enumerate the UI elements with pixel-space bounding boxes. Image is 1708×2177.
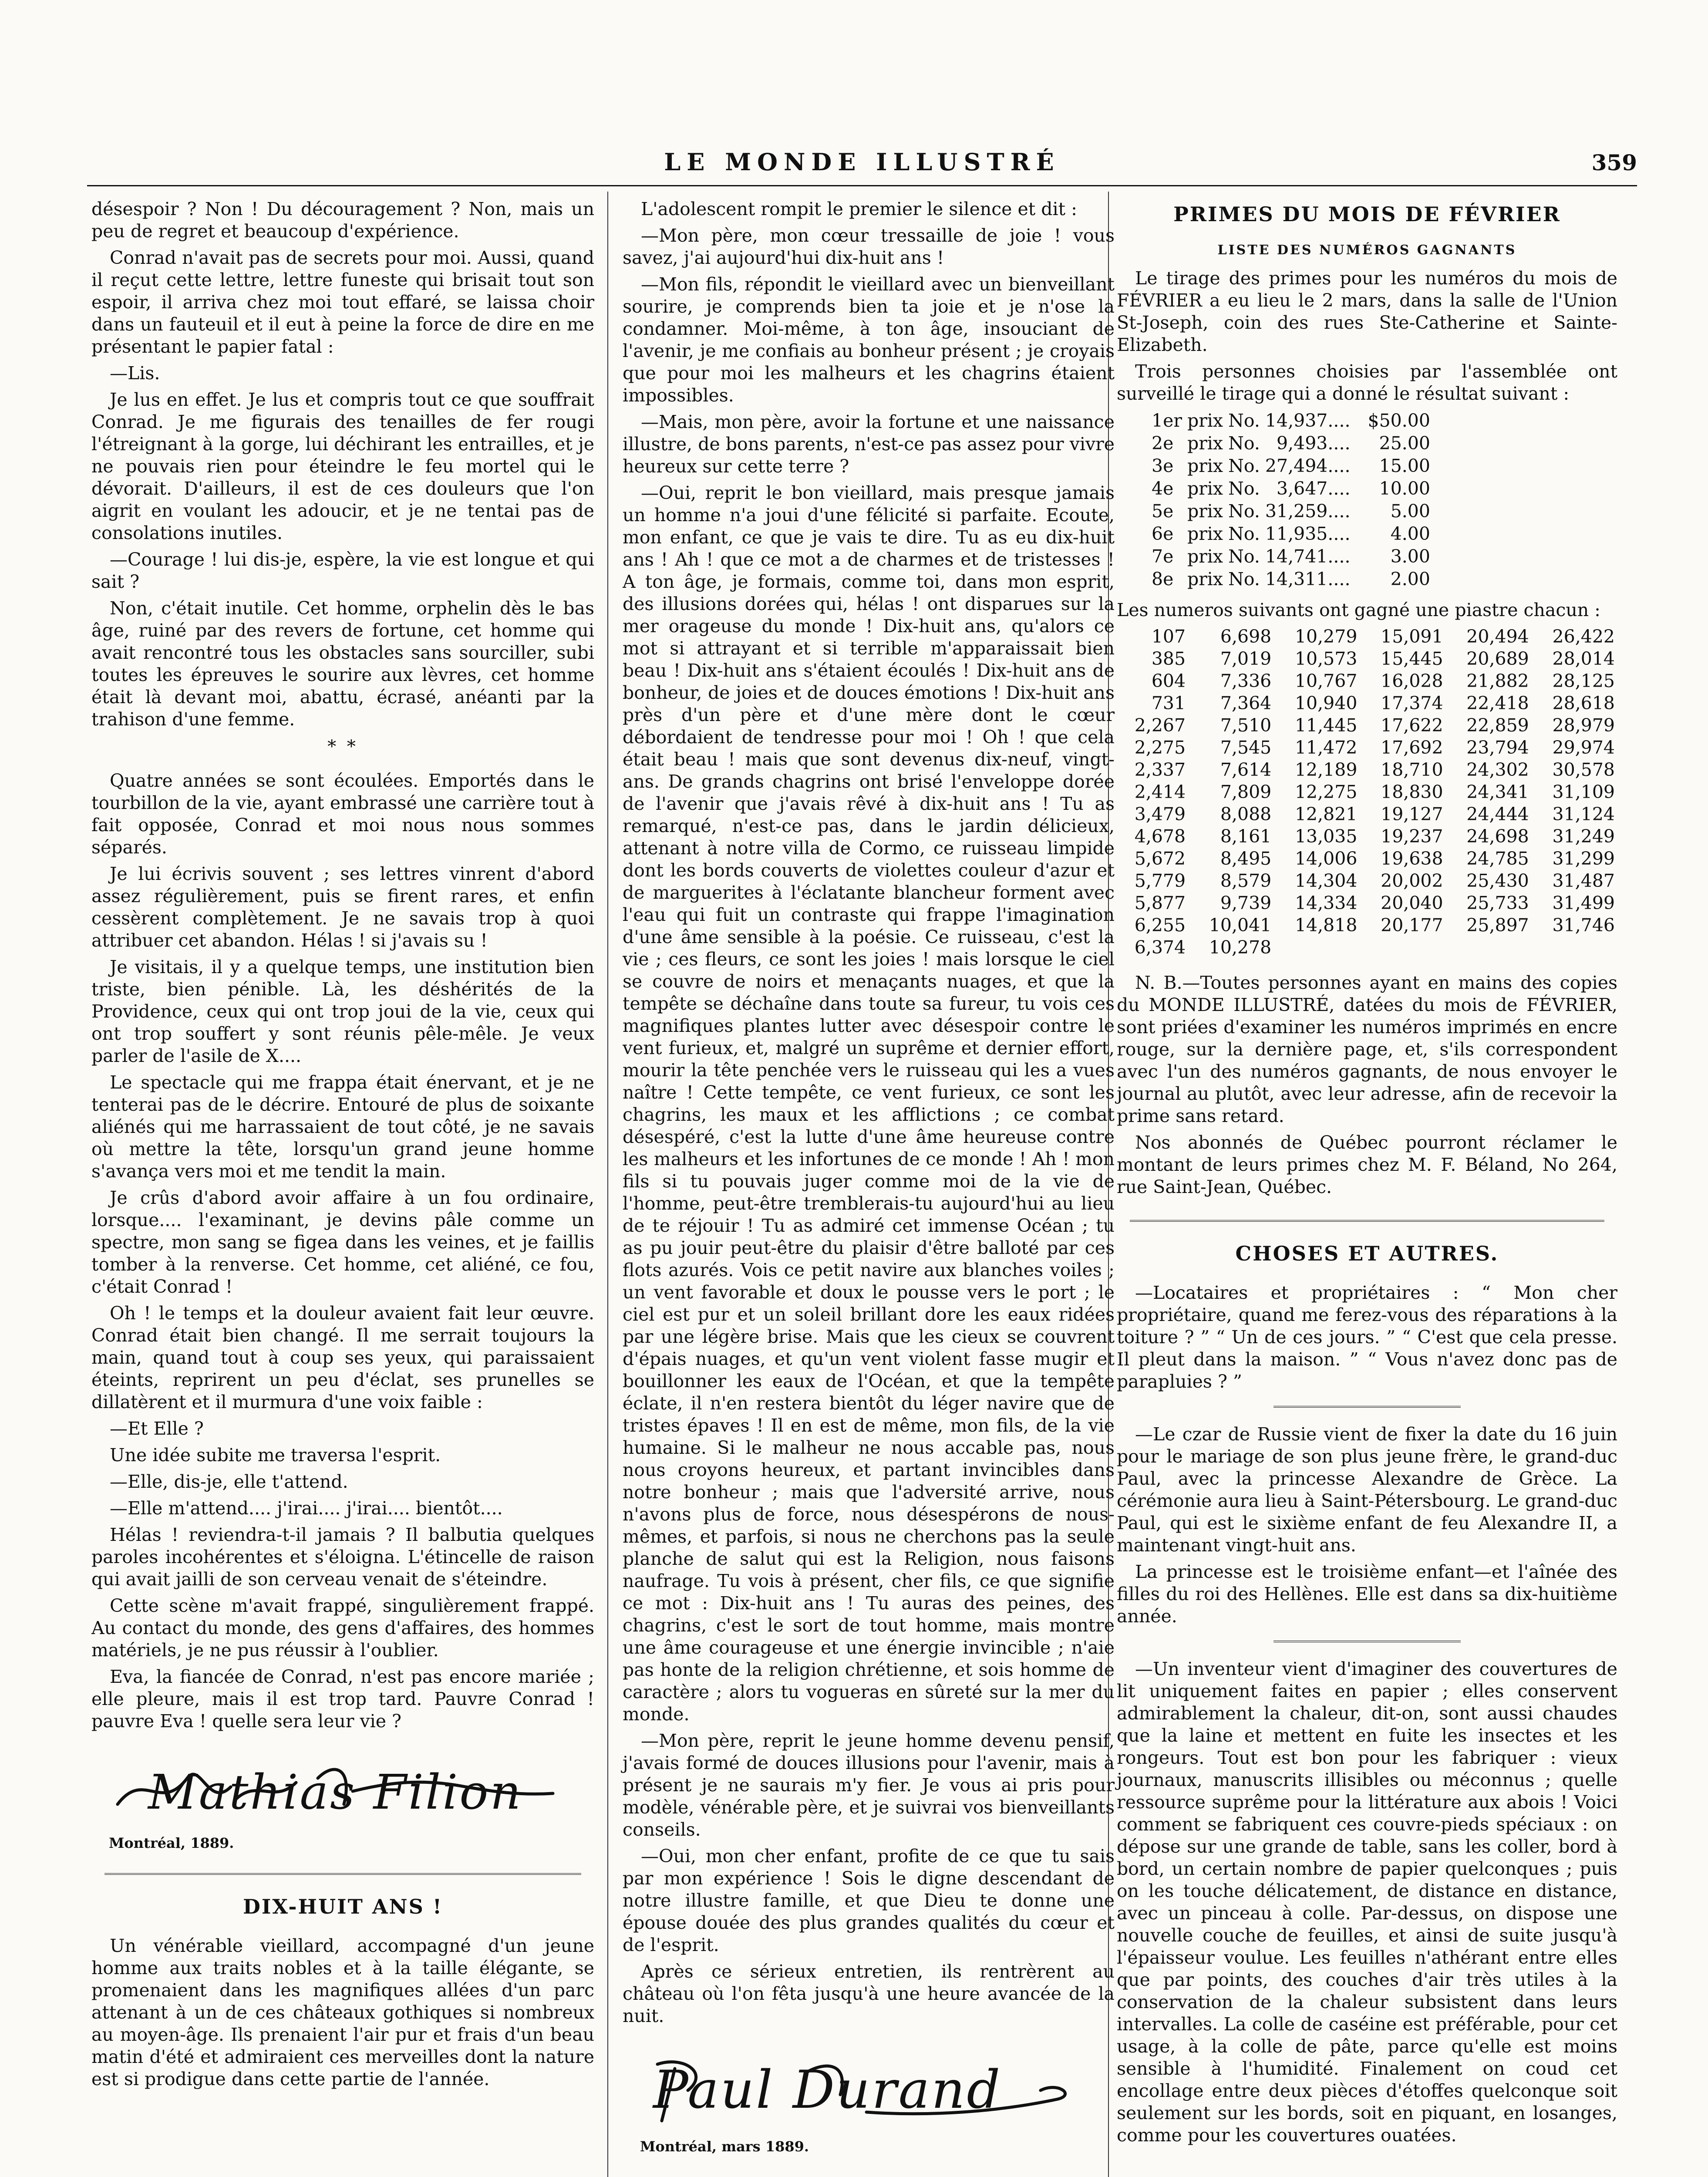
prize-row (1152, 545, 1435, 568)
winning-number-cell: 7,364 (1220, 693, 1272, 714)
prize-cell: 3.00 (1390, 546, 1430, 567)
prize-row (1152, 477, 1435, 500)
winning-number-cell: 28,125 (1552, 671, 1615, 691)
prize-cell: No. (1228, 410, 1260, 431)
winning-number-cell: 10,940 (1294, 693, 1358, 714)
paragraph: Oh ! le temps et la douleur avaient fait leur œuvre. Conrad était bien changé. Il me serrait toujours la main, quand tout à coup ses yeux, qui paraissaient éteints, reprirent un peu d'éclat, ses prunelles se dillatèrent et il murmura d'une voix faible : (91, 1303, 594, 1412)
winning-number-cell: 8,579 (1220, 870, 1272, 891)
prize-cell: 15.00 (1379, 455, 1430, 476)
winning-number-cell: 604 (1151, 671, 1186, 691)
item-rule (1273, 1406, 1461, 1410)
winning-number-cell: 23,794 (1466, 737, 1529, 758)
winning-number-cell: 19,127 (1381, 804, 1443, 825)
prize-row (1152, 568, 1435, 590)
numbers-row (1117, 781, 1617, 803)
paragraph: Je visitais, il y a quelque temps, une institution bien triste, bien pénible. Là, les déshérités de la Providence, ceux qui ont trop joui de la vie, ceux qui ont trop souffert y sont réunis pêle-mêle. Je veux parler de l'asile de X.... (91, 957, 594, 1066)
prize-cell: No. (1228, 501, 1260, 522)
header-rule (87, 185, 1637, 186)
winning-number-cell: 14,334 (1294, 893, 1358, 913)
winning-number-cell: 385 (1151, 648, 1186, 669)
column-3 (1117, 198, 1617, 2151)
winning-number-cell: 25,430 (1466, 870, 1529, 891)
paragraph: désespoir ? Non ! Du découragement ? Non, mais un peu de regret et beaucoup d'expérience. (91, 199, 594, 242)
winning-number-cell: 12,275 (1294, 782, 1358, 802)
dateline: Montréal, mars 1889. (640, 2138, 809, 2155)
winning-number-cell: 7,510 (1220, 715, 1272, 736)
winning-number-cell: 15,445 (1381, 648, 1443, 669)
prize-table (1152, 409, 1435, 590)
winning-number-cell: 20,494 (1466, 626, 1529, 647)
winning-number-cell: 19,237 (1381, 826, 1443, 847)
winning-number-cell: 19,638 (1381, 848, 1443, 869)
winning-number-cell: 24,302 (1466, 759, 1529, 780)
winning-number-cell: 7,809 (1220, 782, 1272, 802)
prize-cell: 9,493.... (1277, 433, 1351, 454)
prize-cell: prix (1187, 455, 1223, 476)
winning-number-cell: 14,006 (1294, 848, 1358, 869)
numbers-row (1117, 937, 1617, 959)
winning-number-cell: 31,499 (1552, 893, 1615, 913)
numbers-row (1117, 714, 1617, 737)
prize-cell: 6e (1152, 523, 1174, 544)
prize-cell: 14,741.... (1265, 546, 1351, 567)
winning-number-cell (1274, 937, 1360, 959)
prize-cell: 31,259.... (1265, 501, 1351, 522)
prize-cell: No. (1228, 433, 1260, 454)
paragraph: —Le czar de Russie vient de fixer la date du 16 juin pour le mariage de son plus jeune frère, le grand-duc Paul, avec la princesse Alexandre de Grèce. La cérémonie aura lieu à Saint-Pétersbourg. Le grand-duc Paul, qui est le sixième enfant de feu Alexandre II, a maintenant vingt-huit ans. (1117, 1424, 1617, 1556)
author-signature (91, 1752, 594, 1826)
prize-cell: 25.00 (1379, 433, 1430, 454)
paragraph: Après ce sérieux entretien, ils rentrèrent au château où l'on fêta jusqu'à une heure avancée de la nuit. (623, 1961, 1115, 2026)
winning-number-cell: 24,444 (1466, 804, 1529, 825)
paragraph: Quatre années se sont écoulées. Emportés dans le tourbillon de la vie, ayant embrassé une carrière tout à fait opposée, Conrad et moi nous nous sommes séparés. (91, 770, 594, 858)
winning-number-cell: 22,418 (1466, 693, 1529, 714)
prize-cell: No. (1228, 455, 1260, 476)
winning-number-cell: 5,877 (1134, 893, 1186, 913)
winning-number-cell: 3,479 (1134, 804, 1186, 825)
section-break-stars: * * (327, 737, 358, 757)
paragraph: Une idée subite me traversa l'esprit. (110, 1445, 441, 1466)
winning-number-cell: 10,279 (1294, 626, 1358, 647)
numbers-row (1117, 826, 1617, 848)
winning-number-cell: 6,255 (1134, 915, 1186, 936)
dateline: Montréal, 1889. (109, 1835, 234, 1851)
paragraph: —Et Elle ? (110, 1418, 204, 1439)
winning-number-cell: 107 (1151, 626, 1186, 647)
paragraph: Je crûs d'abord avoir affaire à un fou ordinaire, lorsque.... l'examinant, je devins pâle comme un spectre, mon sang se figea dans les veines, et je faillis tomber à la renverse. Cet homme, cet aliéné, ce fou, c'était Conrad ! (91, 1187, 594, 1297)
winning-number-cell: 11,445 (1294, 715, 1358, 736)
prize-row (1152, 500, 1435, 522)
signature-text: Paul Durand (653, 2060, 1002, 2120)
winning-number-cell: 24,698 (1466, 826, 1529, 847)
prize-row (1152, 432, 1435, 455)
winning-number-cell: 16,028 (1381, 671, 1443, 691)
winning-number-cell: 20,177 (1381, 915, 1443, 936)
paragraph: —Mon fils, répondit le vieillard avec un bienveillant sourire, je comprends bien ta joie et je n'ose la condamner. Moi-même, à ton âge, insouciant de l'avenir, je me confiais au bonheur présent ; je croyais que pour moi les malheurs et les chagrins étaient impossibles. (623, 274, 1115, 406)
winning-number-cell: 731 (1151, 693, 1186, 714)
winning-number-cell: 17,622 (1381, 715, 1443, 736)
prize-cell: 11,935.... (1265, 523, 1351, 544)
paragraph: —Un inventeur vient d'imaginer des couvertures de lit uniquement faites en papier ; elles conservent admirablement la chaleur, dit-on, sont aussi chaudes que la laine et mettent en fuite les insectes et les rongeurs. Tout est bon pour les fabriquer : vieux journaux, manuscrits illisibles ou méconnus ; quelle ressource suprême pour la littérature aux abois ! Voici comment se fabriquent ces couvre-pieds spéciaux : on dépose sur une grande de table, sans les coller, bord à bord, un certain nombre de papier quelconques ; puis on les touche délicatement, de distance en distance, avec un pinceau à colle. Par-dessus, on dispose une nouvelle couche de feuilles, et ainsi de suite jusqu'à l'épaisseur voulue. Les feuilles n'athérant entre elles que par points, des couches d'air très utiles à la conservation de la chaleur subsistent dans leurs intervalles. La colle de caséine est préférable, pour cet usage, à la colle de pâte, parce qu'elle est moins sensible à l'humidité. Finalement on coud cet encollage entre deux pièces d'étoffes quelconque soit seulement sur les bords, soit en piquant, en losanges, comme pour les couvertures ouatées. (1117, 1658, 1617, 2146)
winning-number-cell: 13,035 (1294, 826, 1358, 847)
winning-number-cell: 5,672 (1134, 848, 1186, 869)
winning-number-cell: 20,689 (1466, 648, 1529, 669)
prize-cell: 27,494.... (1265, 455, 1351, 476)
paragraph: Non, c'était inutile. Cet homme, orphelin dès le bas âge, ruiné par des revers de fortune, cet homme qui avait rencontré tous les obstacles sans sourciller, subi toutes les épreuves le sourire aux lèvres, cet homme était là devant moi, abattu, écrasé, anéanti par la trahison d'une femme. (91, 598, 594, 730)
numbers-row (1117, 892, 1617, 914)
section-rule (1130, 1220, 1604, 1224)
winning-number-cell: 6,374 (1134, 937, 1186, 958)
winning-number-cell (1446, 937, 1532, 959)
winning-number-cell: 8,161 (1220, 826, 1272, 847)
winning-number-cell: 2,267 (1134, 715, 1186, 736)
section-subtitle: LISTE DES NUMÉROS GAGNANTS (1217, 243, 1517, 258)
masthead-title: LE MONDE ILLUSTRÉ (664, 148, 1060, 176)
prize-cell: 3e (1152, 455, 1174, 476)
winning-number-cell: 5,779 (1134, 870, 1186, 891)
paragraph: L'adolescent rompit le premier le silence et dit : (641, 199, 1077, 219)
paragraph: Les numeros suivants ont gagné une piastre chacun : (1117, 600, 1600, 620)
numbers-row (1117, 626, 1617, 648)
prize-cell: 7e (1152, 546, 1174, 567)
winning-number-cell: 11,472 (1294, 737, 1358, 758)
winning-number-cell: 31,746 (1552, 915, 1615, 936)
prize-row (1152, 455, 1435, 477)
winning-number-cell: 17,374 (1381, 693, 1443, 714)
winning-number-cell: 31,487 (1552, 870, 1615, 891)
prize-cell: 3,647.... (1277, 478, 1351, 499)
numbers-row (1117, 670, 1617, 692)
paragraph: Je lui écrivis souvent ; ses lettres vinrent d'abord assez régulièrement, puis se firent rares, et enfin cessèrent complètement. Je ne savais trop à quoi attribuer cet abandon. Hélas ! si j'avais su ! (91, 863, 594, 951)
winning-number-cell: 31,249 (1552, 826, 1615, 847)
prize-cell: 8e (1152, 569, 1174, 590)
winning-number-cell: 7,019 (1220, 648, 1272, 669)
prize-cell: 1er (1152, 410, 1182, 431)
winning-number-cell: 28,979 (1552, 715, 1615, 736)
paragraph: Eva, la fiancée de Conrad, n'est pas encore mariée ; elle pleure, mais il est trop tard. Pauvre Conrad ! pauvre Eva ! quelle sera leur vie ? (91, 1666, 594, 1732)
paragraph: —Mon père, reprit le jeune homme devenu pensif, j'avais formé de douces illusions pour l'avenir, mais à présent je ne saurais m'y fier. Je vous ai pris pour modèle, vénérable père, et je suivrai vos bienveillants conseils. (623, 1730, 1115, 1840)
winning-number-cell: 6,698 (1220, 626, 1272, 647)
paragraph: Hélas ! reviendra-t-il jamais ? Il balbutia quelques paroles incohérentes et s'éloigna. L'étincelle de raison qui avait jailli de son cerveau venait de s'éteindre. (91, 1524, 594, 1590)
paragraph: —Elle m'attend.... j'irai.... j'irai.... bientôt.... (110, 1498, 503, 1519)
prize-cell: No. (1228, 523, 1260, 544)
numbers-row (1117, 803, 1617, 826)
signature-flourish-icon (623, 2047, 1093, 2130)
story-title: DIX-HUIT ANS ! (243, 1895, 443, 1918)
winning-number-cell: 31,109 (1552, 782, 1615, 802)
winning-number-cell: 18,710 (1381, 759, 1443, 780)
winning-number-cell: 14,818 (1294, 915, 1358, 936)
winning-number-cell: 20,002 (1381, 870, 1443, 891)
paragraph: N. B.—Toutes personnes ayant en mains des copies du MONDE ILLUSTRÉ, datées du mois de FÉVRIER, sont priées d'examiner les numéros imprimés en encre rouge, sur la dernière page, et, s'ils correspondent avec l'un des numéros gagnants, de nous envoyer le journal au plutôt, avec leur adresse, afin de recevoir la prime sans retard. (1117, 972, 1617, 1126)
numbers-row (1117, 848, 1617, 870)
prize-row (1152, 409, 1435, 432)
paragraph: —Oui, mon cher enfant, profite de ce que tu sais par mon expérience ! Sois le digne descendant de notre illustre famille, et que Dieu te donne une épouse douée des plus grandes qualités du cœur et de l'esprit. (623, 1846, 1115, 1955)
signature-text: Mathias Filion (148, 1764, 523, 1820)
prize-cell: prix (1187, 410, 1223, 431)
paragraph: Conrad n'avait pas de secrets pour moi. Aussi, quand il reçut cette lettre, lettre funeste qui brisait tout son espoir, il arriva chez moi tout effaré, se laissa choir dans un fauteuil et il eut à peine la force de dire en me présentant le papier fatal : (91, 247, 594, 357)
prize-cell: $50.00 (1368, 410, 1430, 431)
item-rule (1273, 1641, 1461, 1645)
section-title: CHOSES ET AUTRES. (1235, 1242, 1499, 1265)
winning-number-cell: 7,614 (1220, 759, 1272, 780)
numbers-row (1117, 870, 1617, 892)
prize-cell: 5.00 (1390, 501, 1430, 522)
paragraph: —Mais, mon père, avoir la fortune et une naissance illustre, de bons parents, n'est-ce pas assez pour vivre heureux sur cette terre ? (623, 411, 1115, 477)
prize-cell: 10.00 (1379, 478, 1430, 499)
prize-cell: No. (1228, 569, 1260, 590)
prize-row (1152, 522, 1435, 545)
winning-number-cell: 18,830 (1381, 782, 1443, 802)
winning-number-cell: 7,336 (1220, 671, 1272, 691)
prize-cell: prix (1187, 478, 1223, 499)
prize-cell: prix (1187, 501, 1223, 522)
winning-number-cell: 21,882 (1466, 671, 1529, 691)
paragraph: —Courage ! lui dis-je, espère, la vie est longue et qui sait ? (91, 549, 594, 592)
section-rule (104, 1873, 581, 1877)
winning-number-cell: 2,414 (1134, 782, 1186, 802)
numbers-row (1117, 914, 1617, 937)
paragraph: —Mon père, mon cœur tressaille de joie ! vous savez, j'ai aujourd'hui dix-huit ans ! (623, 225, 1115, 268)
winning-number-cell: 10,767 (1294, 671, 1358, 691)
paragraph: —Locataires et propriétaires : “ Mon cher propriétaire, quand me ferez-vous des réparations à la toiture ? ” “ Un de ces jours. ” “ C'est que cela presse. Il pleut dans la maison. ” “ Vous n'avez donc pas de parapluies ? ” (1117, 1282, 1617, 1392)
winning-number-cell: 8,495 (1220, 848, 1272, 869)
winning-number-cell: 2,337 (1134, 759, 1186, 780)
prize-cell: prix (1187, 433, 1223, 454)
winning-number-cell: 26,422 (1552, 626, 1615, 647)
paragraph: —Elle, dis-je, elle t'attend. (110, 1471, 348, 1492)
winning-numbers-table (1117, 626, 1617, 959)
winning-number-cell: 25,733 (1466, 893, 1529, 913)
paragraph: Le spectacle qui me frappa était énervant, et je ne tenterai pas de le décrire. Entouré de plus de soixante aliénés qui me harrassaient de tout côté, je ne savais où mettre la tête, lorsqu'un grand jeune homme s'avança vers moi et me tendit la main. (91, 1072, 594, 1182)
paragraph: Trois personnes choisies par l'assemblée ont surveillé le tirage qui a donné le résultat suivant : (1117, 361, 1617, 404)
winning-number-cell: 29,974 (1552, 737, 1615, 758)
winning-number-cell: 12,821 (1294, 804, 1358, 825)
winning-number-cell: 25,897 (1466, 915, 1529, 936)
winning-number-cell: 24,785 (1466, 848, 1529, 869)
paragraph: Nos abonnés de Québec pourront réclamer le montant de leurs primes chez M. F. Béland, No 264, rue Saint-Jean, Québec. (1117, 1132, 1617, 1197)
winning-number-cell: 7,545 (1220, 737, 1272, 758)
winning-number-cell: 8,088 (1220, 804, 1272, 825)
winning-number-cell: 10,041 (1209, 915, 1272, 936)
prize-cell: 4e (1152, 478, 1174, 499)
section-title: PRIMES DU MOIS DE FÉVRIER (1173, 202, 1561, 226)
winning-number-cell: 31,299 (1552, 848, 1615, 869)
winning-number-cell: 20,040 (1381, 893, 1443, 913)
numbers-row (1117, 648, 1617, 670)
paragraph: Un vénérable vieillard, accompagné d'un jeune homme aux traits nobles et à la taille élégante, se promenaient dans les magnifiques allées d'un parc attenant à un de ces châteaux gothiques si nombreux au moyen-âge. Ils prenaient l'air pur et frais d'un beau matin d'été et admiraient ces merveilles dont la nature est si prodigue dans cette partie de l'année. (91, 1935, 594, 2089)
winning-number-cell: 4,678 (1134, 826, 1186, 847)
winning-number-cell: 28,014 (1552, 648, 1615, 669)
winning-number-cell: 10,278 (1209, 937, 1272, 958)
winning-number-cell: 2,275 (1134, 737, 1186, 758)
winning-number-cell (1360, 937, 1445, 959)
winning-number-cell: 14,304 (1294, 870, 1358, 891)
page-header (87, 148, 1637, 183)
numbers-row (1117, 737, 1617, 759)
paragraph: —Lis. (110, 363, 160, 384)
winning-number-cell: 9,739 (1220, 893, 1272, 913)
prize-cell: 14,311.... (1265, 569, 1351, 590)
numbers-row (1117, 759, 1617, 781)
winning-number-cell: 28,618 (1552, 693, 1615, 714)
author-signature (623, 2047, 1115, 2130)
prize-cell: 14,937.... (1265, 410, 1351, 431)
page-number: 359 (1591, 150, 1637, 175)
prize-cell: 4.00 (1390, 523, 1430, 544)
prize-cell: prix (1187, 546, 1223, 567)
prize-cell: No. (1228, 546, 1260, 567)
winning-number-cell: 30,578 (1552, 759, 1615, 780)
paragraph: Cette scène m'avait frappé, singulièrement frappé. Au contact du monde, des gens d'affaires, des hommes matériels, je ne pus réussir à l'oublier. (91, 1595, 594, 1661)
winning-number-cell: 12,189 (1294, 759, 1358, 780)
winning-number-cell: 15,091 (1381, 626, 1443, 647)
winning-number-cell (1532, 937, 1617, 959)
winning-number-cell: 10,573 (1294, 648, 1358, 669)
prize-cell: prix (1187, 523, 1223, 544)
signature-flourish-icon (91, 1752, 570, 1826)
prize-cell: prix (1187, 569, 1223, 590)
winning-number-cell: 31,124 (1552, 804, 1615, 825)
paragraph: —Oui, reprit le bon vieillard, mais presque jamais un homme n'a joui d'une félicité si parfaite. Ecoute, mon enfant, ce que je vais te dire. Tu as eu dix-huit ans ! Ah ! que ce mot a de charmes et de tristesses ! A ton âge, je formais, comme toi, dans mon esprit, des illusions dorées qui, hélas ! ont disparues sur la mer orageuse du monde ! Dix-huit ans, qu'alors ce mot si attrayant et si terrible m'apparaissait bien beau ! Dix-huit ans s'étaient écoulés ! Dix-huit ans de bonheur, de joies et de douces émotions ! Dix-huit ans près d'un père et d'une mère dont le cœur débordaient de tendresse pour moi ! Oh ! que cela était beau ! mais que sont devenus dix-neuf, vingt-ans. De grands chagrins ont brisé l'enveloppe dorée de l'avenir que j'avais rêvé à dix-huit ans ! Tu as remarqué, n'est-ce pas, dans le jardin délicieux, attenant à notre villa de Cormo, ce ruisseau limpide dont les bords couverts de violettes couleur d'azur et de marguerites à l'éclatante blancheur forment avec l'eau qui fuit un contraste qui frappe l'imagination d'une âme sensible à la poésie. Ce ruisseau, c'est la vie ; ces fleurs, ce sont les joies ! mais lorsque le ciel se couvre de noirs et menaçants nuages, et que la tempête se déchaîne dans toute sa fureur, tu vois ces magnifiques plantes lutter avec désespoir contre le vent furieux, et, malgré un suprême et dernier effort, mourir la tête penchée vers le ruisseau qui les a vues naître ! Cette tempête, ce vent furieux, ce sont les chagrins, les maux et les afflictions ; ce combat désespéré, c'est la lutte d'une âme heureuse contre les malheurs et les infortunes de ce monde ! Ah ! mon fils si tu pouvais juger comme moi de la vie de l'homme, peut-être tremblerais-tu aujourd'hui au lieu de te réjouir ! Tu as admiré cet immense Océan ; tu as pu jouir peut-être du plaisir d'être balloté par ces flots azurés. Vois ce petit navire aux blanches voiles ; un vent favorable et doux le pousse vers le port ; le ciel est pur et un soleil brillant dore les eaux ridées par une légère brise. Mais que les cieux se couvrent d'épais nuages, et qu'un vent violent fasse mugir et bouillonner les eaux de l'Océan, et que la tempête éclate, il n'en restera bientôt du léger navire que de tristes épaves ! Il en est de même, mon fils, de la vie humaine. Si le malheur ne nous accable pas, nous nous croyons heureux, et partant invincibles dans notre bonheur ; mais que l'adversité arrive, nous n'avons plus de force, nous désespérons de nous-mêmes, et parfois, si nous ne cherchons pas la seule planche de salut qui est la Religion, nous faisons naufrage. Tu vois à présent, cher fils, ce que signifie ce mot : Dix-huit ans ! Tu auras des peines, des chagrins, c'est le sort de tout homme, mais montre une âme courageuse et une énergie invincible ; n'aie pas honte de la religion chrétienne, et sois homme de caractère ; alors tu vogueras en sûreté sur la mer du monde. (623, 482, 1115, 1725)
paragraph: La princesse est le troisième enfant—et l'aînée des filles du roi des Hellènes. Elle est dans sa dix-huitième année. (1117, 1561, 1617, 1627)
winning-number-cell: 17,692 (1381, 737, 1443, 758)
paragraph: Le tirage des primes pour les numéros du mois de FÉVRIER a eu lieu le 2 mars, dans la salle de l'Union St-Joseph, coin des rues Ste-Catherine et Sainte-Elizabeth. (1117, 268, 1617, 355)
winning-number-cell: 22,859 (1466, 715, 1529, 736)
column-1 (91, 198, 594, 2095)
prize-cell: 2.00 (1390, 569, 1430, 590)
prize-cell: 2e (1152, 433, 1174, 454)
prize-cell: 5e (1152, 501, 1174, 522)
column-2 (623, 198, 1115, 2155)
numbers-row (1117, 692, 1617, 714)
prize-cell: No. (1228, 478, 1260, 499)
paragraph: Je lus en effet. Je lus et compris tout ce que souffrait Conrad. Je me figurais des tenailles de fer rougi l'étreignant à la gorge, lui déchirant les entrailles, et je ne pouvais rien pour éteindre le feu mortel qui le dévorait. D'ailleurs, il est de ces douleurs que l'on aigrit en voulant les adoucir, et je ne tentai pas de consolations inutiles. (91, 389, 594, 543)
column-divider (607, 192, 608, 2177)
winning-number-cell: 24,341 (1466, 782, 1529, 802)
